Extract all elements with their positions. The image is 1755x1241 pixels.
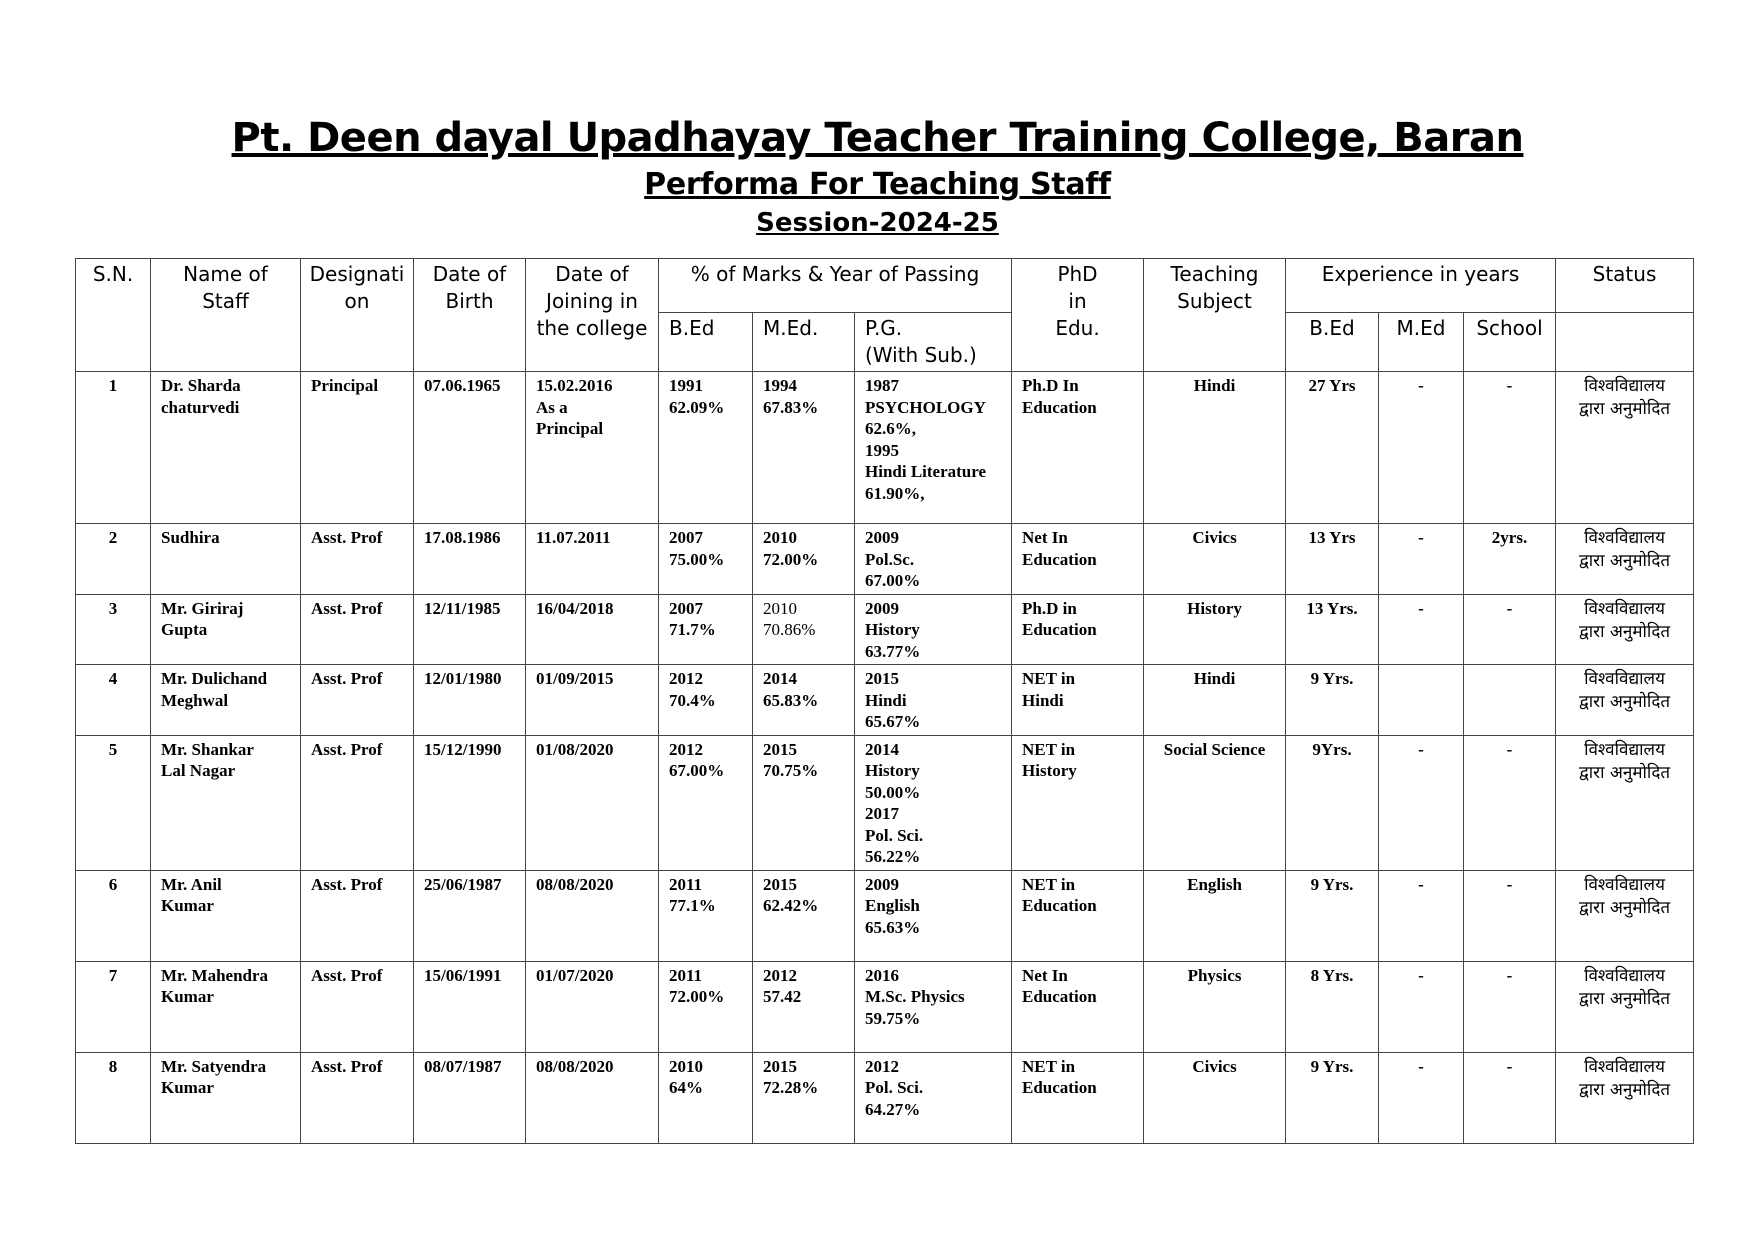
cell-med: 1994 67.83% — [753, 372, 855, 524]
cell-exp-bed: 9 Yrs. — [1286, 870, 1379, 961]
header-exp-bed: B.Ed — [1286, 313, 1379, 372]
cell-doj: 01/07/2020 — [526, 961, 659, 1052]
cell-status: विश्वविद्यालय द्वारा अनुमोदित — [1556, 961, 1694, 1052]
cell-dob: 17.08.1986 — [414, 524, 526, 595]
cell-subject: Civics — [1144, 1052, 1286, 1143]
header-designation: Designati on — [301, 259, 414, 372]
cell-sn: 1 — [76, 372, 151, 524]
cell-subject: English — [1144, 870, 1286, 961]
cell-designation: Asst. Prof — [301, 961, 414, 1052]
cell-status: विश्वविद्यालय द्वारा अनुमोदित — [1556, 870, 1694, 961]
cell-doj: 01/09/2015 — [526, 665, 659, 736]
cell-exp-bed: 9 Yrs. — [1286, 1052, 1379, 1143]
cell-bed: 2011 72.00% — [659, 961, 753, 1052]
cell-dob: 12/11/1985 — [414, 594, 526, 665]
cell-exp-med: - — [1379, 594, 1464, 665]
session-title: Session-2024-25 — [756, 208, 999, 238]
cell-dob: 12/01/1980 — [414, 665, 526, 736]
cell-dob: 15/06/1991 — [414, 961, 526, 1052]
cell-phd: NET in Education — [1012, 870, 1144, 961]
cell-pg: 2016 M.Sc. Physics 59.75% — [855, 961, 1012, 1052]
header-doj: Date of Joining in the college — [526, 259, 659, 372]
cell-exp-school: - — [1464, 961, 1556, 1052]
cell-bed: 2012 67.00% — [659, 735, 753, 870]
cell-med: 2015 72.28% — [753, 1052, 855, 1143]
table-row — [76, 665, 1694, 736]
cell-doj: 08/08/2020 — [526, 1052, 659, 1143]
cell-phd: Ph.D In Education — [1012, 372, 1144, 524]
cell-sn: 8 — [76, 1052, 151, 1143]
cell-designation: Asst. Prof — [301, 735, 414, 870]
cell-bed: 2007 75.00% — [659, 524, 753, 595]
cell-exp-bed: 8 Yrs. — [1286, 961, 1379, 1052]
header-status: Status — [1556, 259, 1694, 313]
cell-designation: Asst. Prof — [301, 1052, 414, 1143]
header-sn: S.N. — [76, 259, 151, 372]
cell-dob: 08/07/1987 — [414, 1052, 526, 1143]
cell-med: 2015 62.42% — [753, 870, 855, 961]
header-exp-school: School — [1464, 313, 1556, 372]
cell-name: Mr. Satyendra Kumar — [151, 1052, 301, 1143]
cell-bed: 2007 71.7% — [659, 594, 753, 665]
cell-designation: Asst. Prof — [301, 665, 414, 736]
cell-status: विश्वविद्यालय द्वारा अनुमोदित — [1556, 1052, 1694, 1143]
cell-subject: Hindi — [1144, 372, 1286, 524]
header-bed: B.Ed — [659, 313, 753, 372]
cell-exp-med: - — [1379, 961, 1464, 1052]
cell-designation: Asst. Prof — [301, 870, 414, 961]
cell-exp-bed: 9 Yrs. — [1286, 665, 1379, 736]
cell-doj: 16/04/2018 — [526, 594, 659, 665]
cell-name: Sudhira — [151, 524, 301, 595]
performa-title: Performa For Teaching Staff — [644, 167, 1111, 202]
cell-pg: 2014 History 50.00% 2017 Pol. Sci. 56.22% — [855, 735, 1012, 870]
header-dob: Date of Birth — [414, 259, 526, 372]
cell-med: 2010 70.86% — [753, 594, 855, 665]
cell-exp-bed: 27 Yrs — [1286, 372, 1379, 524]
table-row — [76, 524, 1694, 595]
header-teaching-subject: Teaching Subject — [1144, 259, 1286, 372]
cell-designation: Asst. Prof — [301, 594, 414, 665]
cell-status: विश्वविद्यालय द्वारा अनुमोदित — [1556, 735, 1694, 870]
table-row — [76, 961, 1694, 1052]
cell-phd: NET in History — [1012, 735, 1144, 870]
cell-exp-school: - — [1464, 594, 1556, 665]
cell-name: Mr. Giriraj Gupta — [151, 594, 301, 665]
teaching-staff-table — [75, 258, 1694, 1144]
cell-dob: 15/12/1990 — [414, 735, 526, 870]
cell-exp-med: - — [1379, 524, 1464, 595]
header-status-blank — [1556, 313, 1694, 372]
document-header — [0, 112, 1755, 240]
cell-phd: NET in Hindi — [1012, 665, 1144, 736]
header-experience: Experience in years — [1286, 259, 1556, 313]
cell-status: विश्वविद्यालय द्वारा अनुमोदित — [1556, 372, 1694, 524]
header-pg: P.G. (With Sub.) — [855, 313, 1012, 372]
table-row — [76, 594, 1694, 665]
cell-pg: 2009 History 63.77% — [855, 594, 1012, 665]
cell-subject: History — [1144, 594, 1286, 665]
cell-sn: 2 — [76, 524, 151, 595]
cell-exp-med: - — [1379, 870, 1464, 961]
cell-name: Dr. Sharda chaturvedi — [151, 372, 301, 524]
cell-bed: 2012 70.4% — [659, 665, 753, 736]
cell-doj: 01/08/2020 — [526, 735, 659, 870]
cell-exp-med — [1379, 665, 1464, 736]
cell-exp-bed: 9Yrs. — [1286, 735, 1379, 870]
cell-exp-med: - — [1379, 735, 1464, 870]
cell-name: Mr. Anil Kumar — [151, 870, 301, 961]
cell-dob: 25/06/1987 — [414, 870, 526, 961]
cell-med: 2015 70.75% — [753, 735, 855, 870]
cell-pg: 2009 English 65.63% — [855, 870, 1012, 961]
cell-doj: 11.07.2011 — [526, 524, 659, 595]
cell-sn: 6 — [76, 870, 151, 961]
cell-exp-bed: 13 Yrs. — [1286, 594, 1379, 665]
cell-designation: Asst. Prof — [301, 524, 414, 595]
cell-exp-med: - — [1379, 1052, 1464, 1143]
cell-name: Mr. Shankar Lal Nagar — [151, 735, 301, 870]
cell-bed: 2010 64% — [659, 1052, 753, 1143]
college-title: Pt. Deen dayal Upadhayay Teacher Training College, Baran — [231, 115, 1524, 161]
header-name: Name of Staff — [151, 259, 301, 372]
cell-exp-bed: 13 Yrs — [1286, 524, 1379, 595]
cell-name: Mr. Dulichand Meghwal — [151, 665, 301, 736]
cell-subject: Social Science — [1144, 735, 1286, 870]
cell-status: विश्वविद्यालय द्वारा अनुमोदित — [1556, 594, 1694, 665]
cell-exp-med: - — [1379, 372, 1464, 524]
header-phd: PhD in Edu. — [1012, 259, 1144, 372]
cell-name: Mr. Mahendra Kumar — [151, 961, 301, 1052]
cell-bed: 1991 62.09% — [659, 372, 753, 524]
cell-exp-school: - — [1464, 372, 1556, 524]
cell-pg: 2009 Pol.Sc. 67.00% — [855, 524, 1012, 595]
header-exp-med: M.Ed — [1379, 313, 1464, 372]
header-marks: % of Marks & Year of Passing — [659, 259, 1012, 313]
cell-phd: Net In Education — [1012, 961, 1144, 1052]
cell-designation: Principal — [301, 372, 414, 524]
table-row — [76, 1052, 1694, 1143]
cell-bed: 2011 77.1% — [659, 870, 753, 961]
table-row — [76, 372, 1694, 524]
cell-exp-school: - — [1464, 735, 1556, 870]
cell-subject: Hindi — [1144, 665, 1286, 736]
cell-subject: Civics — [1144, 524, 1286, 595]
cell-pg: 2015 Hindi 65.67% — [855, 665, 1012, 736]
cell-med: 2010 72.00% — [753, 524, 855, 595]
cell-dob: 07.06.1965 — [414, 372, 526, 524]
cell-pg: 2012 Pol. Sci. 64.27% — [855, 1052, 1012, 1143]
cell-status: विश्वविद्यालय द्वारा अनुमोदित — [1556, 524, 1694, 595]
cell-pg: 1987 PSYCHOLOGY 62.6%, 1995 Hindi Literature 61.90%, — [855, 372, 1012, 524]
table-row — [76, 870, 1694, 961]
cell-phd: Ph.D in Education — [1012, 594, 1144, 665]
cell-sn: 3 — [76, 594, 151, 665]
cell-exp-school: - — [1464, 870, 1556, 961]
cell-phd: Net In Education — [1012, 524, 1144, 595]
cell-exp-school: 2yrs. — [1464, 524, 1556, 595]
cell-sn: 7 — [76, 961, 151, 1052]
cell-sn: 5 — [76, 735, 151, 870]
header-row-1 — [76, 259, 1694, 313]
cell-subject: Physics — [1144, 961, 1286, 1052]
cell-sn: 4 — [76, 665, 151, 736]
cell-status: विश्वविद्यालय द्वारा अनुमोदित — [1556, 665, 1694, 736]
cell-doj: 08/08/2020 — [526, 870, 659, 961]
cell-med: 2012 57.42 — [753, 961, 855, 1052]
header-med: M.Ed. — [753, 313, 855, 372]
cell-med: 2014 65.83% — [753, 665, 855, 736]
table-row — [76, 735, 1694, 870]
cell-exp-school — [1464, 665, 1556, 736]
cell-doj: 15.02.2016 As a Principal — [526, 372, 659, 524]
cell-phd: NET in Education — [1012, 1052, 1144, 1143]
cell-exp-school: - — [1464, 1052, 1556, 1143]
